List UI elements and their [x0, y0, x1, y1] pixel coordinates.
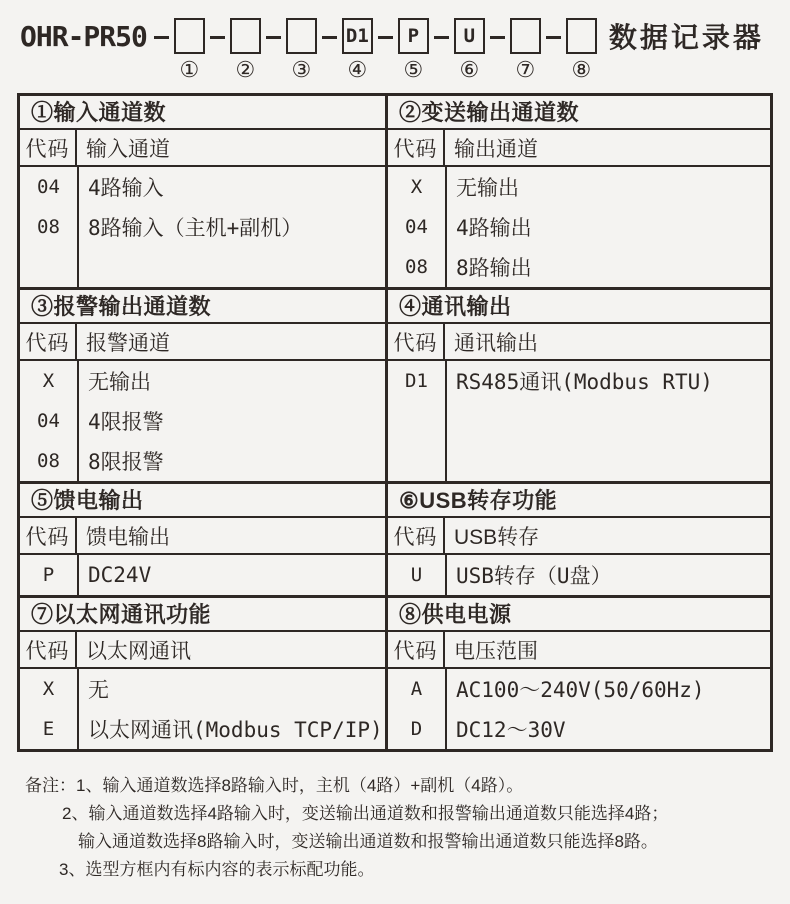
section-input-channels	[20, 96, 388, 290]
section-title: ⑥USB转存功能	[388, 484, 770, 518]
option-row	[388, 555, 770, 595]
option-value: RS485通讯(Modbus RTU)	[456, 370, 713, 394]
option-row	[388, 361, 770, 401]
section-title: ⑤馈电输出	[20, 484, 385, 518]
model-code-box-4: D1	[342, 18, 373, 54]
option-row	[388, 207, 770, 247]
dash-separator	[434, 36, 449, 39]
option-value: USB转存（U盘）	[456, 564, 612, 588]
selection-table	[17, 93, 773, 752]
section-title: ④通讯输出	[388, 290, 770, 324]
note-item-1: 1、输入通道数选择8路输入时，主机（4路）+副机（4路）。	[76, 776, 524, 795]
slot-number-6: ⑥	[459, 57, 480, 82]
option-row	[20, 555, 385, 595]
section-transmit-output-channels	[388, 96, 770, 290]
section-power-supply	[388, 598, 770, 749]
option-row	[20, 167, 385, 207]
section-header-row	[388, 632, 770, 669]
model-code-box-3	[286, 18, 317, 54]
option-code: E	[42, 718, 55, 740]
slot-number-5: ⑤	[403, 57, 424, 82]
option-code: 08	[37, 450, 60, 472]
slot-number-2: ②	[235, 57, 256, 82]
slot-number-7: ⑦	[515, 57, 536, 82]
model-slot-1	[174, 18, 205, 82]
option-row	[20, 441, 385, 481]
section-body	[388, 555, 770, 595]
section-header-row	[388, 518, 770, 555]
option-code: 04	[405, 216, 428, 238]
option-row	[20, 207, 385, 247]
section-body	[20, 167, 385, 287]
option-value: AC100～240V(50/60Hz)	[456, 678, 705, 702]
option-row	[20, 669, 385, 709]
dash-separator	[490, 36, 505, 39]
notes-label: 备注：	[25, 776, 76, 795]
value-column-header: 输入通道	[86, 137, 170, 161]
section-body	[388, 669, 770, 749]
section-title: ⑧供电电源	[388, 598, 770, 632]
value-column-header: USB转存	[454, 525, 540, 549]
option-row	[388, 167, 770, 207]
section-header-row	[20, 324, 385, 361]
option-code: D	[410, 718, 423, 740]
value-column-header: 输出通道	[454, 137, 538, 161]
model-code-box-8	[566, 18, 597, 54]
note-line-3: 输入通道数选择8路输入时，变送输出通道数和报警输出通道数只能选择8路。	[78, 832, 658, 851]
section-usb-transfer	[388, 484, 770, 598]
slot-number-1: ①	[179, 57, 200, 82]
model-code-box-6: U	[454, 18, 485, 54]
section-body	[388, 361, 770, 481]
value-column-header: 馈电输出	[86, 525, 170, 549]
code-column-header: 代码	[388, 632, 445, 667]
option-row	[20, 401, 385, 441]
option-value: 8路输入（主机+副机）	[88, 216, 303, 240]
section-header-row	[20, 130, 385, 167]
product-type-label: 数据记录器	[608, 22, 764, 53]
section-header-row	[388, 130, 770, 167]
model-slot-3	[286, 18, 317, 82]
dash-separator	[154, 36, 169, 39]
section-body	[388, 167, 770, 287]
model-slot-4	[342, 18, 373, 82]
section-comm-output	[388, 290, 770, 484]
model-code-box-2	[230, 18, 261, 54]
option-code: X	[42, 678, 55, 700]
section-power-feed-output	[20, 484, 388, 598]
section-title: ①输入通道数	[20, 96, 385, 130]
section-alarm-output-channels	[20, 290, 388, 484]
dash-separator	[546, 36, 561, 39]
option-code: 04	[37, 176, 60, 198]
option-value: 无	[88, 678, 109, 702]
value-column-header: 报警通道	[86, 331, 170, 355]
option-value: 8限报警	[88, 450, 164, 474]
option-code: 08	[37, 216, 60, 238]
code-column-header: 代码	[20, 518, 77, 553]
option-code: X	[42, 370, 55, 392]
note-line-4: 3、选型方框内有标内容的表示标配功能。	[59, 860, 375, 879]
note-line-1	[25, 772, 773, 800]
model-slot-6	[454, 18, 485, 82]
section-header-row	[388, 324, 770, 361]
dash-separator	[210, 36, 225, 39]
section-body	[20, 669, 385, 749]
model-slot-5	[398, 18, 429, 82]
option-row	[388, 669, 770, 709]
slot-number-4: ④	[347, 57, 368, 82]
note-line-2: 2、输入通道数选择4路输入时，变送输出通道数和报警输出通道数只能选择4路；	[62, 804, 669, 823]
dash-separator	[322, 36, 337, 39]
code-column-header: 代码	[388, 518, 445, 553]
option-row	[388, 709, 770, 749]
option-code: 04	[37, 410, 60, 432]
section-title: ⑦以太网通讯功能	[20, 598, 385, 632]
model-slot-2	[230, 18, 261, 82]
option-code: A	[410, 678, 423, 700]
section-header-row	[20, 632, 385, 669]
option-row	[388, 247, 770, 287]
option-code: U	[410, 564, 423, 586]
option-value: 无输出	[456, 176, 519, 200]
option-value: 无输出	[88, 370, 151, 394]
section-body	[20, 361, 385, 481]
option-code: D1	[405, 370, 428, 392]
option-value: 4限报警	[88, 410, 164, 434]
model-code-box-7	[510, 18, 541, 54]
model-code-box-1	[174, 18, 205, 54]
model-prefix: OHR-PR50	[20, 20, 147, 53]
section-header-row	[20, 518, 385, 555]
option-code: P	[42, 564, 55, 586]
option-value: 4路输出	[456, 216, 532, 240]
dash-separator	[378, 36, 393, 39]
option-code: 08	[405, 256, 428, 278]
section-title: ②变送输出通道数	[388, 96, 770, 130]
model-slot-8	[566, 18, 597, 82]
model-code-box-5: P	[398, 18, 429, 54]
option-row	[20, 709, 385, 749]
value-column-header: 以太网通讯	[86, 639, 191, 663]
option-value: 以太网通讯(Modbus TCP/IP)	[88, 718, 383, 742]
code-column-header: 代码	[388, 324, 445, 359]
value-column-header: 电压范围	[454, 639, 538, 663]
option-value: DC12～30V	[456, 718, 566, 742]
option-value: 4路输入	[88, 176, 164, 200]
option-value: 8路输出	[456, 256, 532, 280]
value-column-header: 通讯输出	[454, 331, 538, 355]
section-body	[20, 555, 385, 595]
dash-separator	[266, 36, 281, 39]
option-code: X	[410, 176, 423, 198]
slot-number-8: ⑧	[571, 57, 592, 82]
slot-number-3: ③	[291, 57, 312, 82]
notes	[25, 772, 773, 884]
code-column-header: 代码	[20, 632, 77, 667]
option-row	[20, 361, 385, 401]
code-column-header: 代码	[20, 324, 77, 359]
code-column-header: 代码	[20, 130, 77, 165]
section-ethernet-comm	[20, 598, 388, 749]
section-title: ③报警输出通道数	[20, 290, 385, 324]
code-column-header: 代码	[388, 130, 445, 165]
model-number-diagram	[20, 18, 773, 82]
option-value: DC24V	[88, 563, 152, 587]
model-slot-7	[510, 18, 541, 82]
